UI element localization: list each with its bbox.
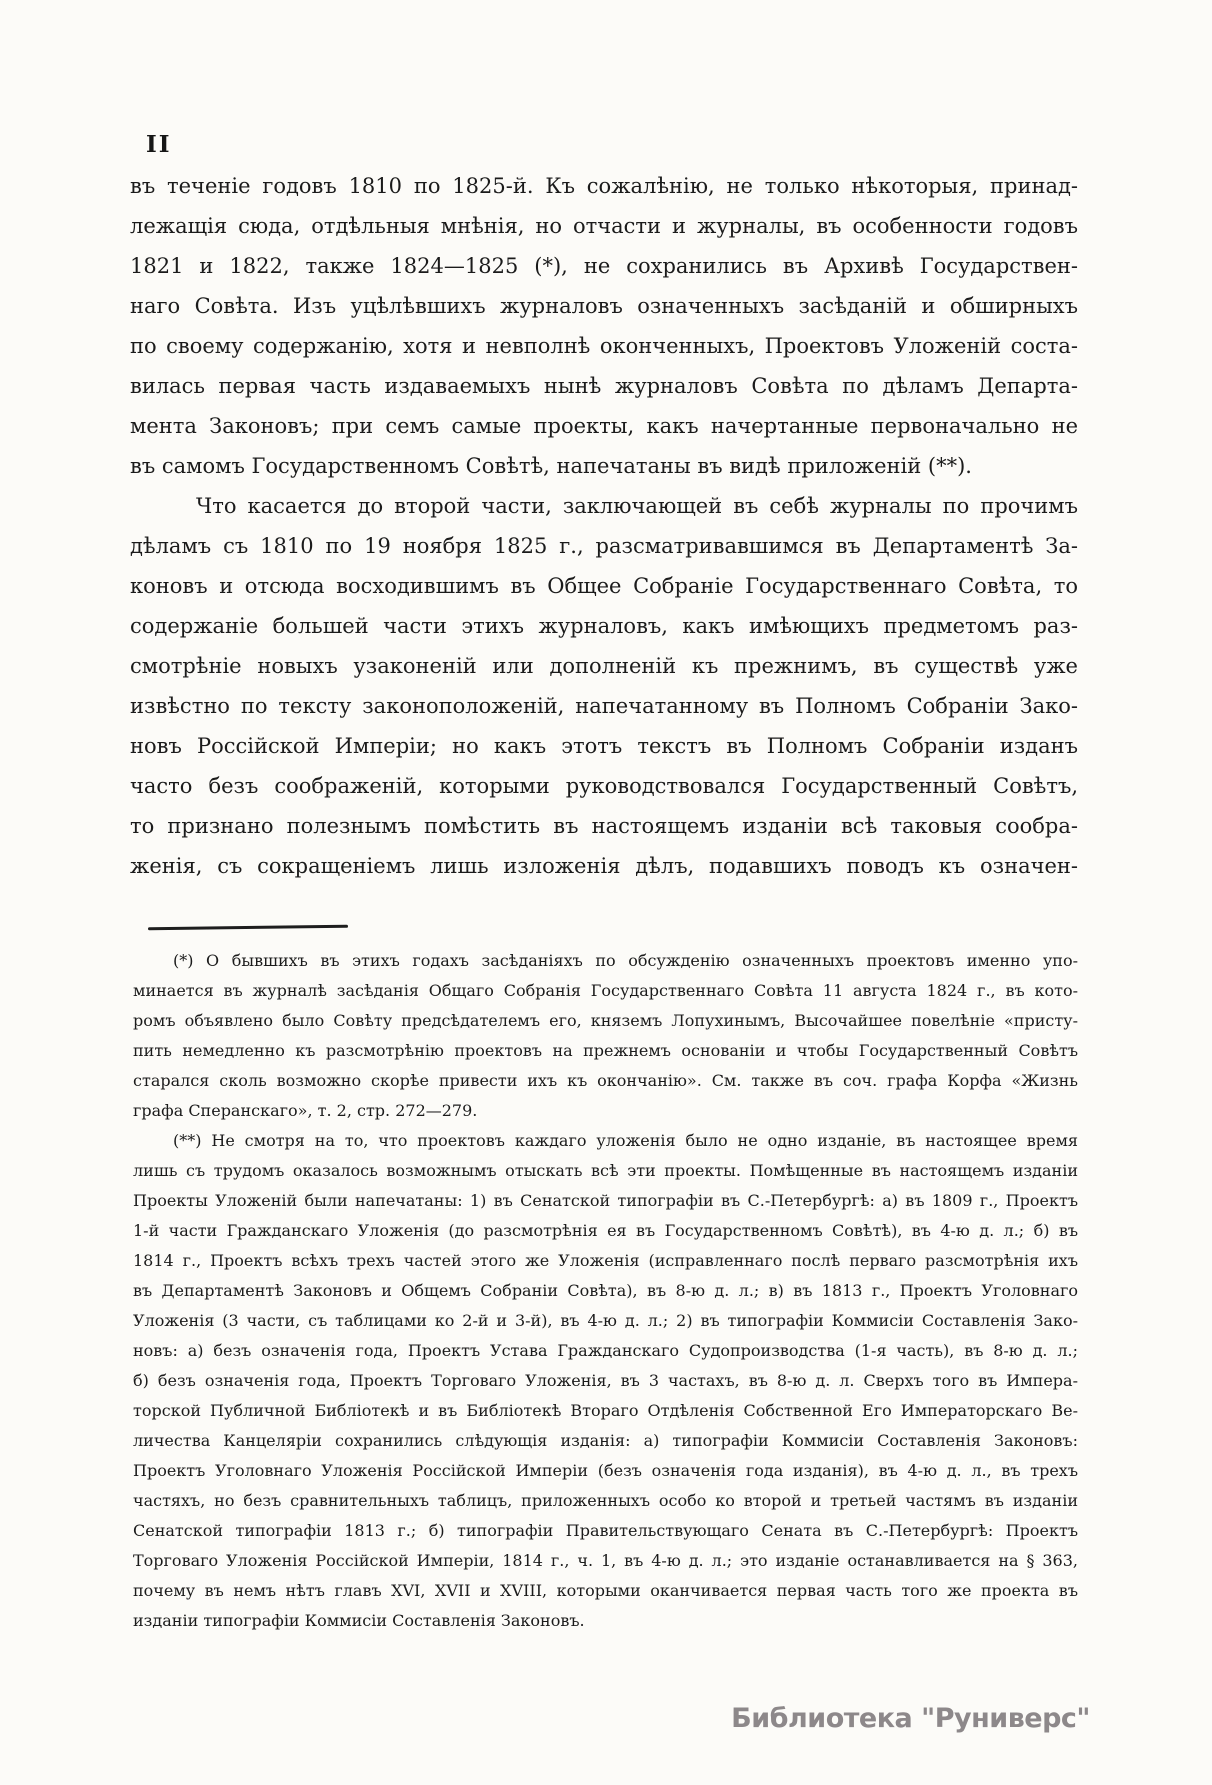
footnote-separator-rule [148,925,348,930]
main-text-block [130,166,1078,886]
body-text-line: въ теченіе годовъ 1810 по 1825-й. Къ сожалѣнію, не только нѣкоторыя, принад- [130,174,1078,198]
footnote-text-line: пить немедленно къ разсмотрѣнію проектовъ на прежнемъ основаніи и чтобы Государственный Совѣтъ [133,1041,1078,1060]
footnote-text-line: лишь съ трудомъ оказалось возможнымъ отыскать всѣ эти проекты. Помѣщенные въ настоящемъ изданіи [133,1161,1078,1180]
body-text-line: извѣстно по тексту законоположеній, напечатанному въ Полномъ Собраніи Зако- [130,694,1078,718]
body-text-line: наго Совѣта. Изъ уцѣлѣвшихъ журналовъ означенныхъ засѣданій и обширныхъ [130,294,1078,318]
footnote-text-line: Торговаго Уложенія Россійской Имперіи, 1814 г., ч. 1, въ 4-ю д. л.; это изданіе останавливается на § 363, [133,1551,1078,1570]
body-text-line: лежащія сюда, отдѣльныя мнѣнія, но отчасти и журналы, въ особенности годовъ [130,214,1078,238]
footnote-text-line: Проектъ Уголовнаго Уложенія Россійской Имперіи (безъ означенія года изданія), въ 4-ю д. л., въ трехъ [133,1461,1078,1480]
footnote-text-line: почему въ немъ нѣтъ главъ XVI, XVII и XVIII, которыми оканчивается первая часть того же проекта въ [133,1581,1078,1600]
body-text-line: мента Законовъ; при семъ самые проекты, какъ начертанные первоначально не [130,414,1078,438]
footnote-text-line: новъ: а) безъ означенія года, Проектъ Устава Гражданскаго Судопроизводства (1-я часть), въ 8-ю д. л.; [133,1341,1078,1360]
body-text-line: смотрѣніе новыхъ узаконеній или дополненій къ прежнимъ, въ существѣ уже [130,654,1078,678]
footnote-text-line: Уложенія (3 части, съ таблицами ко 2-й и 3-й), въ 4-ю д. л.; 2) въ типографіи Коммисіи Составленія Зако- [133,1311,1078,1330]
footnote-text-line: минается въ журналѣ засѣданія Общаго Собранія Государственнаго Совѣта 11 августа 1824 г., въ кото- [133,981,1078,1000]
footnote-text-line: (*) О бывшихъ въ этихъ годахъ засѣданіяхъ по обсужденію означенныхъ проектовъ именно упо- [173,951,1078,970]
body-text-line: Что касается до второй части, заключающей въ себѣ журналы по прочимъ [196,494,1078,518]
footnote-text-line: 1814 г., Проектъ всѣхъ трехъ частей этого же Уложенія (исправленнаго послѣ перваго разсмотрѣнія ихъ [133,1251,1078,1270]
footnote-text-line: 1-й части Гражданскаго Уложенія (до разсмотрѣнія ея въ Государственномъ Совѣтѣ), въ 4-ю д. л.; б) въ [133,1221,1078,1240]
body-text-line: то признано полезнымъ помѣстить въ настоящемъ изданіи всѣ таковыя сообра- [130,814,1078,838]
footnotes-block [133,946,1078,1636]
footnote-text-line: старался сколь возможно скорѣе привести ихъ къ окончанію». См. также въ соч. графа Корфа «Жизнь [133,1071,1078,1090]
footnote-text-line: (**) Не смотря на то, что проектовъ каждаго уложенія было не одно изданіе, въ настоящее время [173,1131,1078,1150]
body-text-line: по своему содержанію, хотя и невполнѣ оконченныхъ, Проектовъ Уложеній соста- [130,334,1078,358]
footnote-text-line: ромъ объявлено было Совѣту предсѣдателемъ его, княземъ Лопухинымъ, Высочайшее повелѣніе «присту- [133,1011,1078,1030]
footnote-text-line: торской Публичной Библіотекѣ и въ Библіотекѣ Втораго Отдѣленія Собственной Его Императорскаго Ве- [133,1401,1078,1420]
body-text-line: вилась первая часть издаваемыхъ нынѣ журналовъ Совѣта по дѣламъ Департа- [130,374,1078,398]
footnote-text-line: изданіи типографіи Коммисіи Составленія Законовъ. [133,1611,585,1630]
footnote-text-line: Сенатской типографіи 1813 г.; б) типографіи Правительствующаго Сената въ С.-Петербургѣ: Проектъ [133,1521,1078,1540]
body-text-line: женія, съ сокращеніемъ лишь изложенія дѣлъ, подавшихъ поводъ къ означен- [130,854,1078,878]
body-text-line: дѣламъ съ 1810 по 19 ноября 1825 г., разсматривавшимся въ Департаментѣ За- [130,534,1078,558]
library-watermark: Библиотека "Руниверс" [731,1703,1090,1734]
footnote-text-line: личества Канцеляріи сохранились слѣдующія изданія: а) типографіи Коммисіи Составленія Законовъ: [133,1431,1078,1450]
footnote-text-line: Проекты Уложеній были напечатаны: 1) въ Сенатской типографіи въ С.-Петербургѣ: а) въ 1809 г., Проектъ [133,1191,1078,1210]
body-text-line: новъ Россійской Имперіи; но какъ этотъ текстъ въ Полномъ Собраніи изданъ [130,734,1078,758]
body-text-line: часто безъ соображеній, которыми руководствовался Государственный Совѣтъ, [130,774,1078,798]
footnote-text-line: въ Департаментѣ Законовъ и Общемъ Собраніи Совѣта), въ 8-ю д. л.; в) въ 1813 г., Проектъ Уголовнаго [133,1281,1078,1300]
body-text-line: содержаніе большей части этихъ журналовъ, какъ имѣющихъ предметомъ раз- [130,614,1078,638]
footnote-text-line: графа Сперанскаго», т. 2, стр. 272—279. [133,1101,478,1120]
page-number: II [146,131,172,158]
body-text-line: коновъ и отсюда восходившимъ въ Общее Собраніе Государственнаго Совѣта, то [130,574,1078,598]
footnote-text-line: б) безъ означенія года, Проектъ Торговаго Уложенія, въ 3 частахъ, въ 8-ю д. л. Сверхъ того въ Импера- [133,1371,1078,1390]
body-text-line: въ самомъ Государственномъ Совѣтѣ, напечатаны въ видѣ приложеній (**). [130,454,972,478]
footnote-text-line: частяхъ, но безъ сравнительныхъ таблицъ, приложенныхъ особо ко второй и третьей частямъ въ изданіи [133,1491,1078,1510]
body-text-line: 1821 и 1822, также 1824—1825 (*), не сохранились въ Архивѣ Государствен- [130,254,1078,278]
